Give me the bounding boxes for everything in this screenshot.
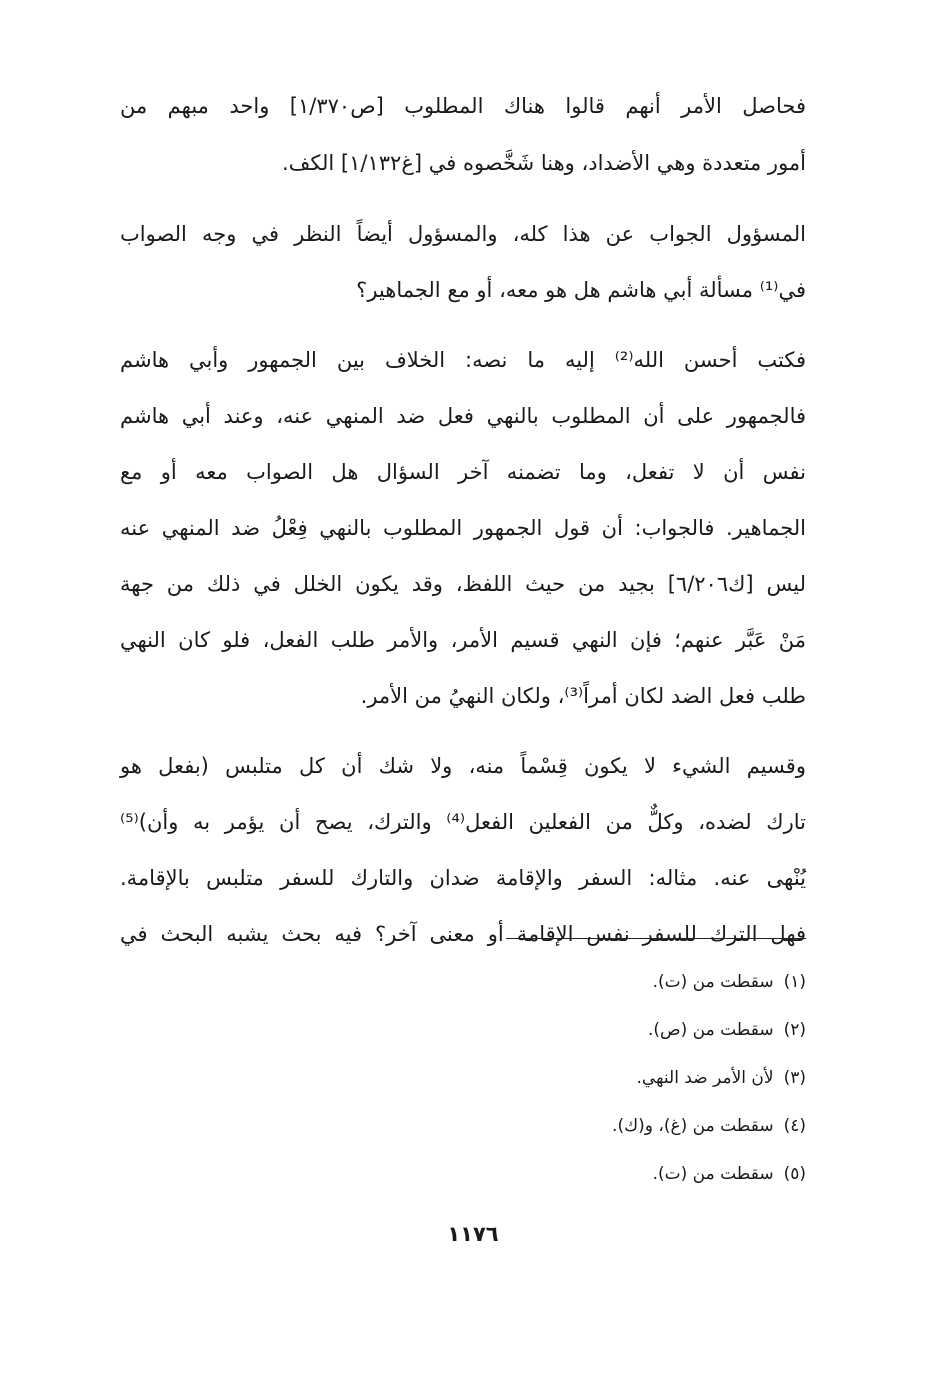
text-line: نفس أن لا تفعل، وما تضمنه آخر السؤال هل الصواب معه أو مع <box>120 460 806 484</box>
footnote-text: سقطت من (ص). <box>648 1020 774 1040</box>
paragraph-3 <box>120 332 806 724</box>
text-line: الجماهير. فالجواب: أن قول الجمهور المطلوب بالنهي فِعْلُ ضد المنهي عنه <box>120 516 806 540</box>
footnote-text: سقطت من (ت). <box>652 1164 774 1184</box>
footnotes <box>300 958 806 1198</box>
footnote <box>300 1006 806 1054</box>
footnote-number: (٤) <box>783 1116 806 1136</box>
footnote <box>300 1150 806 1198</box>
footnote-number: (٥) <box>783 1164 806 1184</box>
footnote-separator <box>506 938 806 939</box>
footnote-text: سقطت من (ت). <box>652 972 774 992</box>
text-line: أمور متعددة وهي الأضداد، وهنا شَخَّصوه في [غ١/١٣٢] الكف. <box>282 151 806 175</box>
footnote <box>300 1102 806 1150</box>
footnote-text: سقطت من (غ)، و(ك). <box>612 1116 774 1136</box>
main-text <box>120 78 806 976</box>
text-line: فحاصل الأمر أنهم قالوا هناك المطلوب [ص١/٣٧٠] واحد مبهم من <box>120 94 806 118</box>
footnote <box>300 1054 806 1102</box>
footnote <box>300 958 806 1006</box>
paragraph-1 <box>120 78 806 192</box>
text-line: وقسيم الشيء لا يكون قِسْماً منه، ولا شك أن كل متلبس (بفعل هو <box>120 754 806 778</box>
footnote-number: (٣) <box>783 1068 806 1088</box>
text-line: تارك لضده، وكلٌّ من الفعلين الفعل⁽⁴⁾ والترك، يصح أن يؤمر به وأن)⁽⁵⁾ <box>120 810 807 834</box>
paragraph-2 <box>120 206 806 318</box>
text-line: المسؤول الجواب عن هذا كله، والمسؤول أيضاً النظر في وجه الصواب <box>120 222 806 246</box>
footnote-text: لأن الأمر ضد النهي. <box>636 1068 774 1088</box>
footnote-number: (١) <box>783 972 806 992</box>
text-line: فهل الترك للسفر نفس الإقامة أو معنى آخر؟ فيه بحث يشبه البحث في <box>120 922 806 946</box>
text-line: فالجمهور على أن المطلوب بالنهي فعل ضد المنهي عنه، وعند أبي هاشم <box>120 404 806 428</box>
footnote-number: (٢) <box>783 1020 806 1040</box>
text-line: يُنْهى عنه. مثاله: السفر والإقامة ضدان والتارك للسفر متلبس بالإقامة. <box>120 866 806 890</box>
page-number: ١١٧٦ <box>447 1222 499 1246</box>
text-line: مَنْ عَبَّر عنهم؛ فإن النهي قسيم الأمر، والأمر طلب الفعل، فلو كان النهي <box>120 628 806 652</box>
text-line: فكتب أحسن الله⁽²⁾ إليه ما نصه: الخلاف بين الجمهور وأبي هاشم <box>120 348 806 372</box>
text-line: طلب فعل الضد لكان أمراً⁽³⁾، ولكان النهيُ من الأمر. <box>360 684 806 708</box>
paragraph-4 <box>120 738 806 962</box>
text-line: ليس [ك٦/٢٠٦] بجيد من حيث اللفظ، وقد يكون الخلل في ذلك من جهة <box>120 572 807 596</box>
text-line: في⁽¹⁾ مسألة أبي هاشم هل هو معه، أو مع الجماهير؟ <box>356 278 806 302</box>
